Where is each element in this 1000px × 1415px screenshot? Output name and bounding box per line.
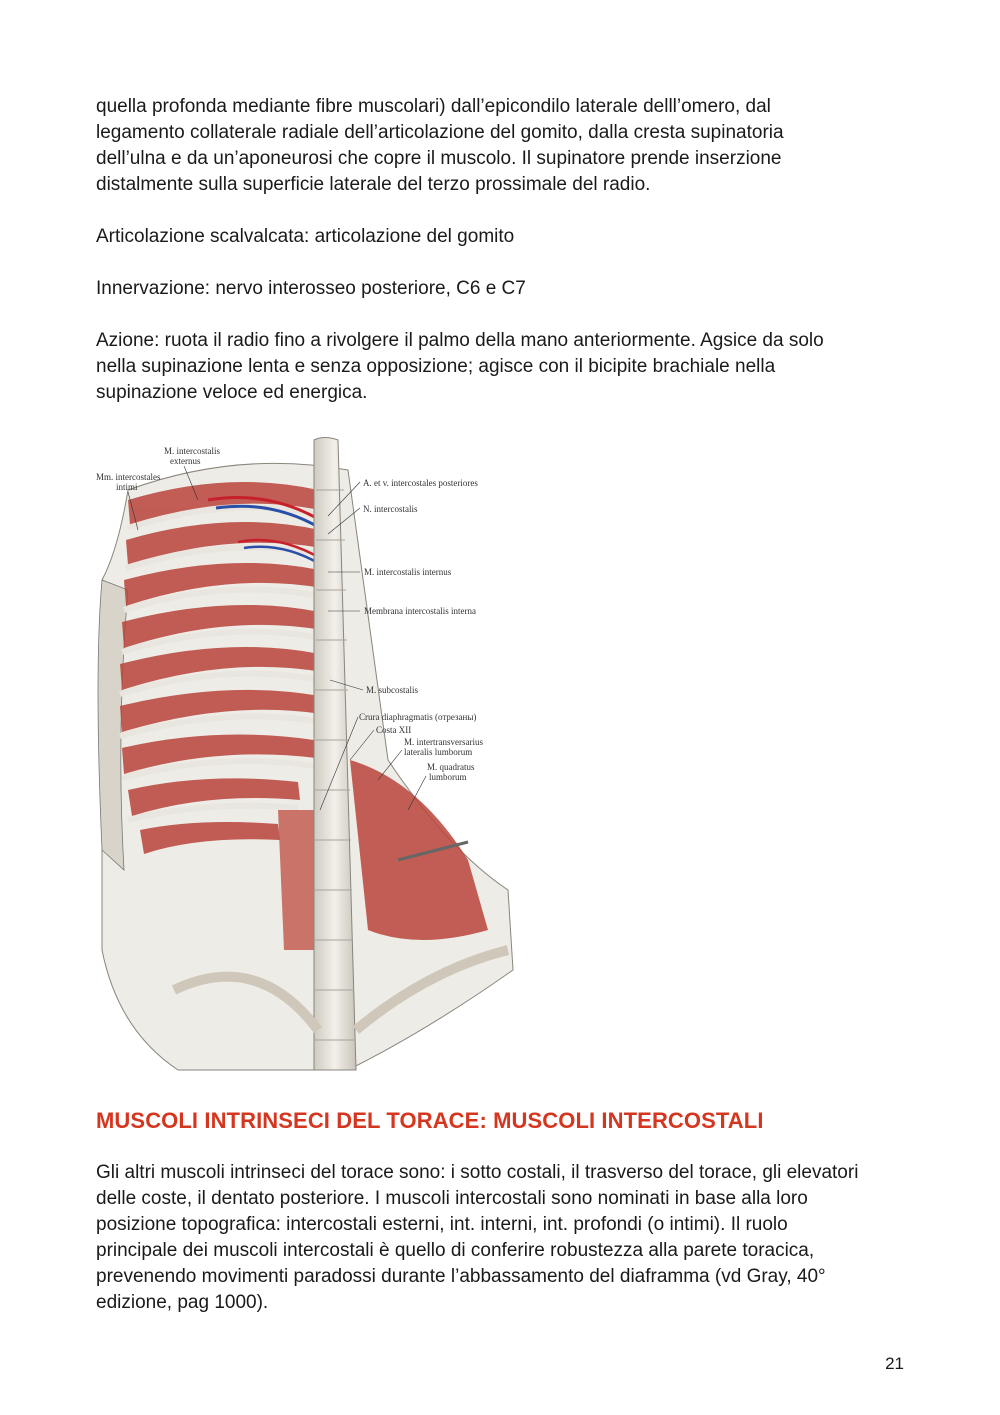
intercostal-muscles: [120, 482, 322, 854]
paragraph-action: [96, 328, 926, 406]
text-line: legamento collaterale radiale dell’articolazione del gomito, dalla cresta supinatoria: [96, 122, 784, 143]
label-crura: Crura diaphragmatis (отрезаны): [359, 712, 477, 722]
label-vessels: A. et v. intercostales posteriores: [363, 478, 478, 488]
text-line: delle coste, il dentato posteriore. I muscoli intercostali sono nominati in base alla loro: [96, 1188, 808, 1209]
text-line: dell’ulna e da un’aponeurosi che copre il muscolo. Il supinatore prende inserzione: [96, 148, 782, 169]
text-line: Azione: ruota il radio fino a rivolgere il palmo della mano anteriormente. Agsice da solo: [96, 330, 824, 351]
page-number: 21: [885, 1354, 904, 1373]
text-line: posizione topografica: intercostali esterni, int. interni, int. profondi (o intimi). Il ruolo: [96, 1214, 788, 1235]
text-line: prevenendo movimenti paradossi durante l’abbassamento del diaframma (vd Gray, 40°: [96, 1266, 826, 1287]
label-quadratus-2: lumborum: [429, 772, 467, 782]
label-ext-2: externus: [170, 456, 201, 466]
text-line: distalmente sulla superficie laterale del terzo prossimale del radio.: [96, 174, 651, 195]
label-subcostalis: M. subcostalis: [366, 685, 419, 695]
label-membrana: Membrana intercostalis interna: [364, 606, 476, 616]
label-intertrans-1: M. intertransversarius: [404, 737, 483, 747]
text-line: supinazione veloce ed energica.: [96, 382, 368, 403]
text-line: edizione, pag 1000).: [96, 1292, 269, 1313]
text-line: nella supinazione lenta e senza opposizione; agisce con il bicipite brachiale nella: [96, 356, 776, 377]
label-intimi-2: intimi: [116, 482, 138, 492]
label-quadratus-1: M. quadratus: [427, 762, 475, 772]
label-ext-1: M. intercostalis: [164, 446, 220, 456]
paragraph-joint: Articolazione scalvalcata: articolazione del gomito: [96, 226, 515, 247]
paragraph-intercostal-intro: [96, 1160, 926, 1316]
quadratus-lumborum: [350, 760, 488, 940]
label-costa: Costa XII: [376, 725, 412, 735]
label-nerve: N. intercostalis: [363, 504, 418, 514]
label-intertrans-2: lateralis lumborum: [404, 747, 473, 757]
text-line: quella profonda mediante fibre muscolari) dall’epicondilo laterale delll’omero, dal: [96, 96, 771, 117]
label-intimi-1: Mm. intercostales: [96, 472, 161, 482]
section-heading: MUSCOLI INTRINSECI DEL TORACE: MUSCOLI INTERCOSTALI: [96, 1108, 764, 1133]
text-line: principale dei muscoli intercostali è quello di conferire robustezza alla parete toracica,: [96, 1240, 815, 1261]
anatomical-illustration: [88, 430, 528, 1075]
text-line: Gli altri muscoli intrinseci del torace sono: i sotto costali, il trasverso del torace, gli elevatori: [96, 1162, 859, 1183]
label-internus: M. intercostalis internus: [364, 567, 452, 577]
thorax-illustration-svg: [88, 430, 528, 1075]
paragraph-innervation: Innervazione: nervo interosseo posteriore, C6 e C7: [96, 278, 526, 299]
paragraph-supinator-origin: [96, 94, 926, 198]
